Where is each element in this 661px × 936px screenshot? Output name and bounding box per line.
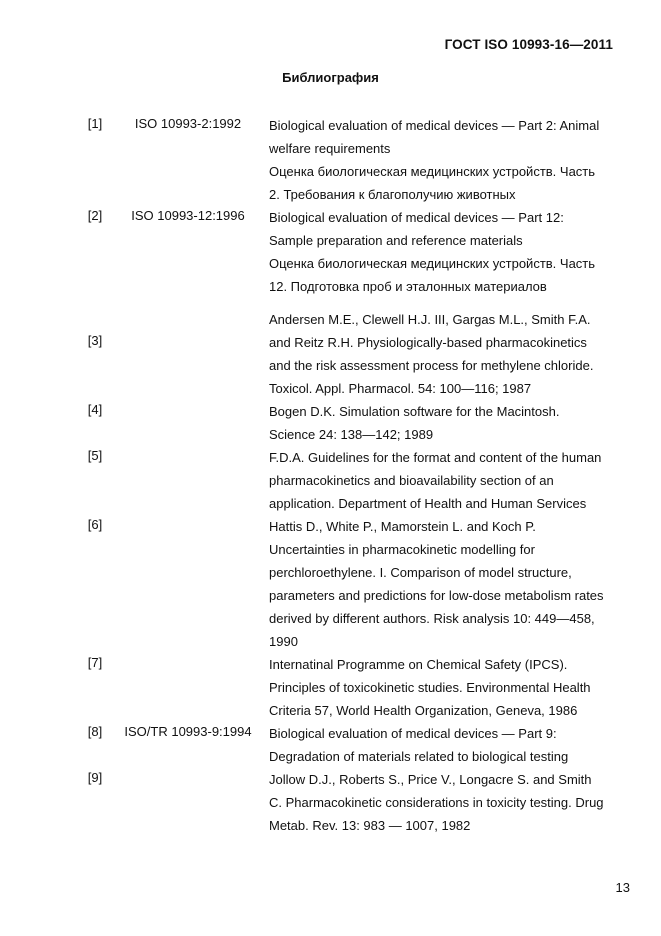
entry-text [269,722,619,768]
bibliography-entry [0,114,661,206]
entry-text-line: C. Pharmacokinetic considerations in toxicity testing. Drug [269,795,604,810]
entry-text-line: Оценка биологическая медицинских устройств. Часть [269,256,596,271]
entry-text-line: Оценка биологическая медицинских устройств. Часть [269,164,596,179]
bibliography-entry [0,515,661,653]
entry-text [269,515,619,653]
entry-text-line: F.D.A. Guidelines for the format and content of the human [269,450,602,465]
entry-text-line: Criteria 57, World Health Organization, Geneva, 1986 [269,703,578,718]
entry-text-line: Degradation of materials related to biological testing [269,749,569,764]
entry-text-line: 1990 [269,634,298,649]
entry-text [269,308,619,400]
entry-text [269,114,619,206]
entry-text [269,400,619,446]
entry-text-line: derived by different authors. Risk analysis 10: 449—458, [269,611,595,626]
entry-text-line: Hattis D., White P., Mamorstein L. and Koch P. [269,519,536,534]
entry-text-line: Biological evaluation of medical devices — Part 2: Animal [269,118,600,133]
entry-text-line: Jollow D.J., Roberts S., Price V., Longacre S. and Smith [269,772,592,787]
entry-text [269,206,619,298]
entry-text [269,653,619,722]
entry-number: [8] [87,724,103,739]
entry-text-line: and the risk assessment process for methylene chloride. [269,358,594,373]
document-code: ГОСТ ISO 10993-16—2011 [444,37,613,52]
entry-text-line: application. Department of Health and Human Services [269,496,587,511]
entry-text-line: and Reitz R.H. Physiologically-based pharmacokinetics [269,335,587,350]
entry-text-line: Metab. Rev. 13: 983 — 1007, 1982 [269,818,471,833]
entry-text-line: welfare requirements [269,141,391,156]
entry-number: [2] [87,208,103,223]
bibliography-list [0,114,661,837]
section-title: Библиография [282,70,379,85]
bibliography-entry [0,446,661,515]
bibliography-entry [0,206,661,298]
entry-standard: ISO 10993-2:1992 [134,116,242,131]
entry-number: [7] [87,655,103,670]
entry-text-line: parameters and predictions for low-dose metabolism rates [269,588,604,603]
page-number: 13 [615,880,630,895]
bibliography-entry [0,722,661,768]
entry-text-line: Sample preparation and reference materials [269,233,523,248]
entry-standard: ISO 10993-12:1996 [131,208,245,223]
entry-text-line: Bogen D.K. Simulation software for the Macintosh. [269,404,560,419]
entry-standard: ISO/TR 10993-9:1994 [124,724,252,739]
bibliography-entry [0,400,661,446]
entry-text-line: Uncertainties in pharmacokinetic modelling for [269,542,535,557]
entry-number: [3] [87,333,103,348]
bibliography-entry [0,768,661,837]
entry-text-line: Science 24: 138—142; 1989 [269,427,434,442]
bibliography-entry [0,308,661,400]
entry-number: [4] [87,402,103,417]
entry-text-line: Principles of toxicokinetic studies. Environmental Health [269,680,591,695]
entry-text-line: Biological evaluation of medical devices — Part 9: [269,726,557,741]
entry-text-line: Internatinal Programme on Chemical Safety (IPCS). [269,657,568,672]
entry-text-line: pharmacokinetics and bioavailability section of an [269,473,554,488]
entry-number: [1] [87,116,103,131]
entry-text-line: perchloroethylene. I. Comparison of model structure, [269,565,572,580]
entry-number: [6] [87,517,103,532]
entry-text [269,768,619,837]
entry-text-line: Biological evaluation of medical devices — Part 12: [269,210,564,225]
entry-number: [5] [87,448,103,463]
entry-text-line: Toxicol. Appl. Pharmacol. 54: 100—116; 1987 [269,381,532,396]
entry-number: [9] [87,770,103,785]
entry-text-line: 2. Требования к благополучию животных [269,187,516,202]
bibliography-entry [0,653,661,722]
entry-text [269,446,619,515]
entry-text-line: Andersen M.E., Clewell H.J. III, Gargas M.L., Smith F.A. [269,312,591,327]
entry-text-line: 12. Подготовка проб и эталонных материалов [269,279,547,294]
